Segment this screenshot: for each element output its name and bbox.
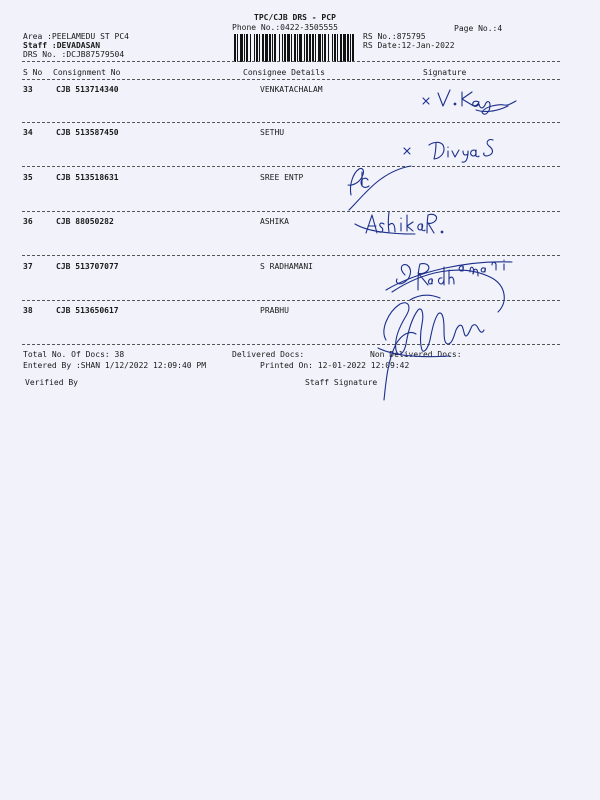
rs-date: RS Date:12-Jan-2022 xyxy=(363,41,455,50)
area-label: Area :PEELAMEDU ST PC4 xyxy=(23,32,129,41)
page-number: Page No.:4 xyxy=(454,24,503,33)
row-sno: 37 xyxy=(23,262,33,271)
signature-row-37 xyxy=(386,260,512,290)
divider xyxy=(22,61,560,62)
delivered-docs: Delivered Docs: xyxy=(232,350,305,359)
barcode-bar xyxy=(237,34,238,62)
document-title: TPC/CJB DRS - PCP xyxy=(254,13,336,22)
signature-row-35 xyxy=(348,166,411,210)
barcode-bar xyxy=(265,34,268,62)
barcode-bar xyxy=(256,34,258,62)
drs-number: DRS No. :DCJB87579504 xyxy=(23,50,125,59)
barcode-bar xyxy=(347,34,349,62)
barcode-bar xyxy=(297,34,298,62)
barcode-bar xyxy=(269,34,271,62)
row-consignment: CJB 513707077 xyxy=(56,262,119,271)
barcode-bar xyxy=(306,34,308,62)
row-divider xyxy=(22,255,560,256)
signature-row-38 xyxy=(378,270,504,400)
signature-row-36 xyxy=(355,212,443,234)
phone-number: Phone No.:0422-3505555 xyxy=(232,23,338,32)
barcode-bar xyxy=(284,34,286,62)
barcode-bar xyxy=(282,34,283,62)
row-divider xyxy=(22,211,560,212)
barcode-bar xyxy=(274,34,276,62)
barcode-bar xyxy=(324,34,326,62)
row-consignment: CJB 513714340 xyxy=(56,85,119,94)
col-header-consignment: Consignment No xyxy=(53,68,121,77)
barcode-bar xyxy=(334,34,336,62)
row-consignee: SREE ENTP xyxy=(260,173,304,182)
verified-by: Verified By xyxy=(25,378,78,387)
row-sno: 33 xyxy=(23,85,33,94)
staff-label: Staff :DEVADASAN xyxy=(23,41,101,50)
row-consignee: S RADHAMANI xyxy=(260,262,313,271)
non-delivered-docs: Non Delivered Docs: xyxy=(370,350,462,359)
row-consignee: PRABHU xyxy=(260,306,289,315)
rs-number: RS No.:875795 xyxy=(363,32,426,41)
col-header-sno: S No xyxy=(23,68,43,77)
barcode-bar xyxy=(332,34,333,62)
signature-row-34 xyxy=(404,140,493,163)
row-divider xyxy=(22,300,560,301)
row-consignee: VENKATACHALAM xyxy=(260,85,323,94)
barcode-bar xyxy=(244,34,245,62)
row-consignment: CJB 513518631 xyxy=(56,173,119,182)
barcode-bar xyxy=(309,34,311,62)
row-consignee: ASHIKA xyxy=(260,217,289,226)
row-divider xyxy=(22,344,560,345)
row-consignment: CJB 88050282 xyxy=(56,217,114,226)
barcode-bar xyxy=(340,34,342,62)
row-divider xyxy=(22,166,560,167)
row-sno: 38 xyxy=(23,306,33,315)
divider xyxy=(22,79,560,80)
barcode-bar xyxy=(337,34,338,62)
barcode-bar xyxy=(343,34,346,62)
barcode-bar xyxy=(287,34,290,62)
barcode-bar xyxy=(240,34,243,62)
row-sno: 36 xyxy=(23,217,33,226)
col-header-consignee: Consignee Details xyxy=(243,68,325,77)
barcode-bar xyxy=(312,34,314,62)
barcode-bar xyxy=(304,34,305,62)
row-consignment: CJB 513587450 xyxy=(56,128,119,137)
row-divider xyxy=(22,122,560,123)
printed-on: Printed On: 12-01-2022 12:09:42 xyxy=(260,361,410,370)
barcode-bar xyxy=(350,34,351,62)
entered-by: Entered By :SHAN 1/12/2022 12:09:40 PM xyxy=(23,361,207,370)
barcode-bar xyxy=(262,34,264,62)
barcode-bar xyxy=(328,34,329,62)
row-sno: 35 xyxy=(23,173,33,182)
barcode-bar xyxy=(279,34,280,62)
barcode-bar xyxy=(272,34,273,62)
total-docs: Total No. Of Docs: 38 xyxy=(23,350,125,359)
barcode-bar xyxy=(291,34,292,62)
barcode-bar xyxy=(322,34,323,62)
barcode-bar xyxy=(246,34,248,62)
signature-row-33 xyxy=(423,90,516,114)
barcode-bar xyxy=(318,34,321,62)
row-sno: 34 xyxy=(23,128,33,137)
row-consignee: SETHU xyxy=(260,128,285,137)
row-consignment: CJB 513650617 xyxy=(56,306,119,315)
barcode-bar xyxy=(250,34,251,62)
barcode-bar xyxy=(315,34,316,62)
barcode-bar xyxy=(294,34,296,62)
barcode-bar xyxy=(259,34,260,62)
staff-signature-label: Staff Signature xyxy=(305,378,378,387)
barcode-bar xyxy=(234,34,236,62)
barcode-bar xyxy=(299,34,302,62)
barcode-bar xyxy=(254,34,255,62)
barcode xyxy=(232,33,357,63)
barcode-bar xyxy=(352,34,354,62)
col-header-signature: Signature xyxy=(423,68,467,77)
